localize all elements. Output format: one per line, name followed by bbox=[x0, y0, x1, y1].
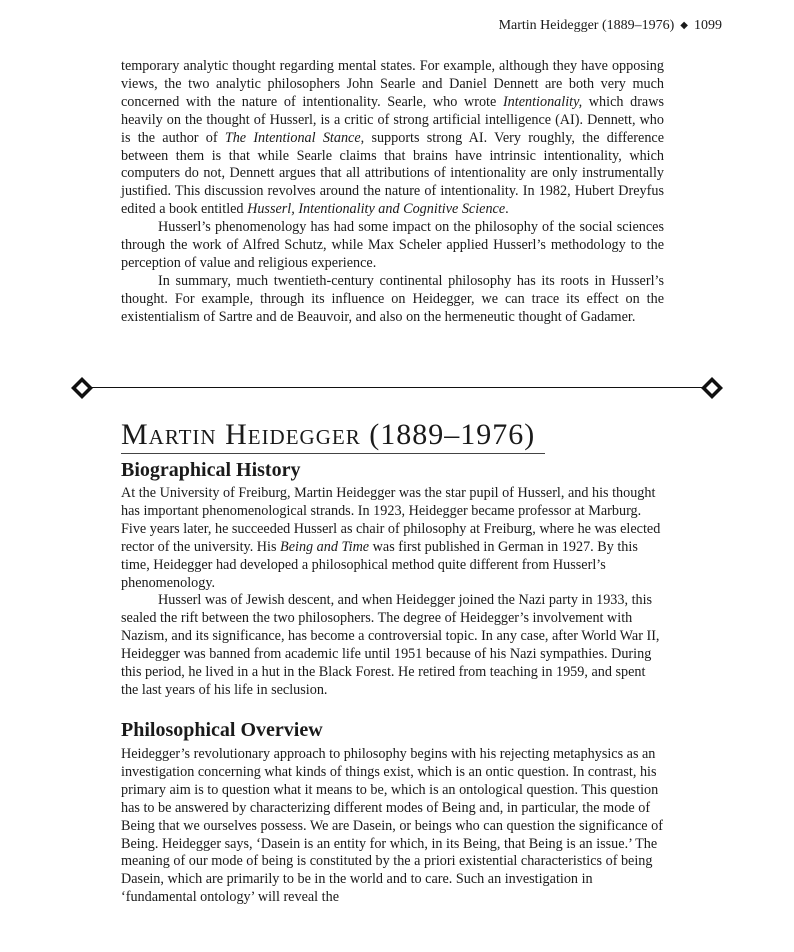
book-title-intentionality: Intentionality, bbox=[502, 93, 583, 110]
text-run: temporary analytic thought regarding mental states. For example, although they have opposing views, the two analytic philosophers John Searle and Daniel Dennett are both very much concerned with the nature of intentionality. Searle, who wrote bbox=[121, 58, 664, 110]
bio-paragraph-2: Husserl was of Jewish descent, and when Heidegger joined the Nazi party in 1933, this sealed the rift between the two philosophers. The degree of Heidegger’s involvement with Nazism, and its significance, has become a controversial topic. In any case, after World War II, Heidegger was banned from academic life until 1951 because of his Nazi sympathies. During this period, he lived in a hut in the Black Forest. He retired from teaching in 1959, and spent the last years of his life in seclusion. bbox=[121, 592, 660, 698]
running-head bbox=[499, 18, 722, 34]
biographical-history-section bbox=[121, 458, 664, 700]
chapter-title: Martin Heidegger (1889–1976) bbox=[121, 418, 536, 451]
text-run: . bbox=[505, 201, 509, 218]
page-number: 1099 bbox=[694, 18, 722, 33]
text-run: At the University of Freiburg, Martin Heidegger was the star pupil of Husserl, and his thought has important phenomenological strands. In 1923, Heidegger became professor at Marburg. Five years later, he succeeded Husserl as chair of philosophy at Freiburg, where he was elected rector of the university. His bbox=[121, 485, 661, 555]
intro-paragraph-1 bbox=[121, 58, 664, 219]
diamond-ornament-icon bbox=[70, 376, 94, 400]
title-underline bbox=[121, 453, 545, 454]
book-title-being-and-time: Being and Time bbox=[280, 538, 370, 555]
book-title-dreyfus: Husserl, Intentionality and Cognitive Science bbox=[247, 201, 506, 218]
philosophical-overview-section bbox=[121, 718, 664, 907]
running-title: Martin Heidegger (1889–1976) bbox=[498, 18, 675, 33]
text-run: was first published in German in 1927. By this time, Heidegger had developed a philosophical method quite different from Husserl’s phenomenology. bbox=[121, 538, 638, 591]
section-heading-overview: Philosophical Overview bbox=[121, 719, 323, 741]
overview-paragraph-1: Heidegger’s revolutionary approach to philosophy begins with his rejecting metaphysics as an investigation concerning what kinds of things exist, which is an ontic question. In contrast, his primary aim is to question what it means to be, which is an ontological question. This question has to be answered by characterizing different modes of Being and, in particular, the mode of Being that we ourselves possess. We are Dasein, or beings who can question the significance of Being. Heidegger says, ‘Dasein is an entity for which, in its Being, that Being is an issue.’ The meaning of our mode of being is constituted by the a priori existential characteristics of being Dasein, which are primarily to be in the world and to care. Such an investigation in ‘fundamental ontology’ will reveal the bbox=[121, 746, 663, 906]
intro-paragraph-3: In summary, much twentieth-century continental philosophy has its roots in Husserl’s thought. For example, through its influence on Heidegger, we can trace its effect on the existentialism of Sartre and de Beauvoir, and also on the hermeneutic thought of Gadamer. bbox=[121, 272, 664, 325]
text-run: , supports strong AI. Very roughly, the difference between them is that while Searle claims that brains have intrinsic intentionality, which computers do not, Dennett argues that all attributions of intentionality are only instrumentally justified. This discussion revolves around the nature of intentionality. In 1982, Hubert Dreyfus edited a book entitled bbox=[121, 129, 665, 218]
divider-line bbox=[92, 387, 702, 388]
chapter-heading bbox=[121, 418, 551, 454]
section-heading-biography: Biographical History bbox=[121, 459, 301, 481]
intro-text bbox=[121, 58, 664, 327]
text-run: which draws heavily on the thought of Husserl, is a critic of strong artificial intelligence (AI). Dennett, who is the author of bbox=[121, 93, 664, 146]
book-title-intentional-stance: The Intentional Stance bbox=[224, 129, 361, 146]
bio-paragraph-1 bbox=[121, 485, 664, 592]
section-divider bbox=[70, 374, 724, 402]
intro-paragraph-2: Husserl’s phenomenology has had some impact on the philosophy of the social sciences through the work of Alfred Schutz, while Max Scheler applied Husserl’s methodology to the perception of value and religious experience. bbox=[121, 219, 664, 271]
diamond-ornament-icon bbox=[700, 376, 724, 400]
diamond-separator-icon: ◆ bbox=[680, 20, 688, 31]
